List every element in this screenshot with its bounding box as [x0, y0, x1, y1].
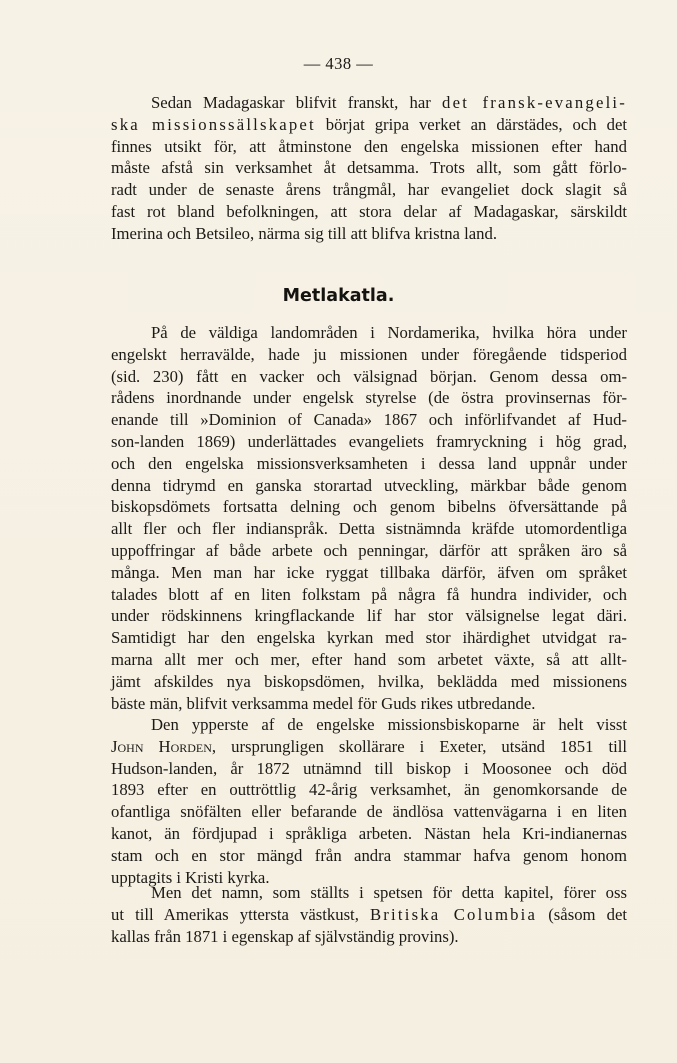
text-run: 1893 efter en outtröttlig 42-årig verksamhet, än genomkorsande de	[111, 780, 627, 800]
text-line	[111, 518, 627, 540]
text-line	[111, 223, 627, 245]
text-run: finnes utsikt för, att åtminstone den engelska missionen efter hand	[111, 136, 627, 156]
text-run: denna tidrymd en ganska storartad utveckling, märkbar både genom	[111, 475, 627, 495]
text-run: ofantliga snöfälten eller befarande de ändlösa vattenvägarna i en liten	[111, 802, 627, 822]
text-run: fast rot bland befolkningen, att stora delar af Madagaskar, särskildt	[111, 201, 627, 221]
text-line	[111, 627, 627, 649]
text-run: och den engelska missionsverksamheten i dessa land uppnår under	[111, 453, 627, 473]
paragraph-horden	[111, 714, 627, 888]
text-line	[111, 409, 627, 431]
text-run: John Horden	[111, 736, 212, 756]
text-line	[111, 453, 627, 475]
text-run: bäste män, blifvit verksamma medel för Guds rikes utbredande.	[111, 693, 536, 713]
text-run: biskopsdömets fortsatta delning och genom bibelns öfversättande på	[111, 497, 627, 517]
text-run: enande till »Dominion of Canada» 1867 och införlifvandet af Hud-	[111, 410, 627, 430]
text-run: många. Men man har icke ryggat tillbaka därför, äfven om språket	[111, 562, 627, 582]
text-run: son-landen 1869) underlättades evangeliets framryckning i hög grad,	[111, 431, 627, 451]
text-run: ska missionssällskapet	[111, 114, 316, 134]
text-line	[111, 496, 627, 518]
text-run: stam och en stor mängd från andra stammar hafva genom honom	[111, 845, 627, 865]
text-line	[111, 136, 627, 158]
text-run: börjat gripa verket an därstädes, och det	[315, 114, 627, 134]
text-line	[111, 201, 627, 223]
text-line	[111, 649, 627, 671]
section-heading: Metlakatla.	[282, 286, 395, 306]
text-line	[111, 904, 627, 926]
text-run: Britiska Columbia	[369, 904, 538, 924]
text-run: radt under de senaste årens trångmål, har evangeliet dock slagit så	[111, 180, 627, 200]
text-run: Samtidigt har den engelska kyrkan med stor ihärdighet utvidgat ra-	[111, 628, 627, 648]
text-run: talades blott af en liten folkstam på några få hundra individer, och	[111, 584, 627, 604]
text-line	[111, 926, 627, 948]
text-run: Sedan Madagaskar blifvit franskt, har	[151, 93, 443, 112]
text-line	[111, 562, 627, 584]
text-line	[111, 779, 627, 801]
text-line	[111, 714, 627, 736]
paragraph-madagaskar	[111, 92, 627, 245]
paragraph-nordamerika	[111, 322, 627, 714]
text-line	[111, 179, 627, 201]
text-run: rådens inordnande under engelsk styrelse (de östra provinsernas för-	[111, 388, 627, 408]
text-line	[111, 801, 627, 823]
text-run: måste afstå sin verksamhet åt detsamma. Trots allt, som gått förlo-	[111, 158, 627, 178]
text-line	[111, 366, 627, 388]
text-run: uppoffringar af både arbete och penningar, därför att språken äro så	[111, 540, 627, 560]
text-line	[111, 693, 627, 715]
text-line	[111, 387, 627, 409]
text-line	[111, 475, 627, 497]
text-line	[111, 584, 627, 606]
text-run: På de väldiga landområden i Nordamerika, hvilka höra under	[151, 323, 627, 342]
page-number: — 438 —	[303, 54, 374, 73]
text-line	[111, 157, 627, 179]
text-run: det fransk-evangeli-	[442, 93, 627, 112]
text-run: marna allt mer och mer, efter hand som arbetet växte, så att allt-	[111, 649, 627, 669]
text-run: , ursprungligen skollärare i Exeter, utsänd 1851 till	[211, 736, 627, 756]
text-run: jämt afskildes nya biskopsdömen, hvilka, beklädda med missionens	[111, 671, 627, 691]
text-line	[111, 605, 627, 627]
text-line	[111, 114, 627, 136]
text-run: Imerina och Betsileo, närma sig till att blifva kristna land.	[111, 223, 498, 243]
text-run: allt fler och fler indianspråk. Detta sistnämnda kräfde utomordentliga	[111, 519, 627, 539]
text-run: (såsom det	[537, 904, 628, 924]
text-run: engelskt herravälde, hade ju missionen under föregående tidsperiod	[111, 344, 627, 364]
paragraph-britiska-columbia	[111, 882, 627, 947]
text-line	[111, 736, 627, 758]
text-line	[111, 431, 627, 453]
text-run: Den ypperste af de engelske missionsbiskoparne är helt visst	[151, 715, 627, 734]
text-run: Men det namn, som ställts i spetsen för detta kapitel, förer oss	[151, 883, 627, 902]
text-line	[111, 845, 627, 867]
text-run: ut till Amerikas yttersta västkust,	[111, 904, 370, 924]
text-line	[111, 758, 627, 780]
text-run: (sid. 230) fått en vacker och välsignad början. Genom dessa om-	[111, 366, 627, 386]
text-line	[111, 671, 627, 693]
text-run: Hudson-landen, år 1872 utnämnd till biskop i Moosonee och död	[111, 758, 627, 778]
text-line	[111, 344, 627, 366]
text-run: under rödskinnens kringflackande lif har stor välsignelse legat däri.	[111, 606, 627, 626]
text-line	[111, 322, 627, 344]
text-line	[111, 540, 627, 562]
text-run: kallas från 1871 i egenskap af självständig provins).	[111, 926, 459, 946]
text-line	[111, 823, 627, 845]
text-run: upptagits i Kristi kyrka.	[111, 867, 270, 887]
text-line	[111, 92, 627, 114]
text-run: kanot, än fördjupad i språkliga arbeten. Nästan hela Kri-indianernas	[111, 823, 627, 843]
text-line	[111, 882, 627, 904]
